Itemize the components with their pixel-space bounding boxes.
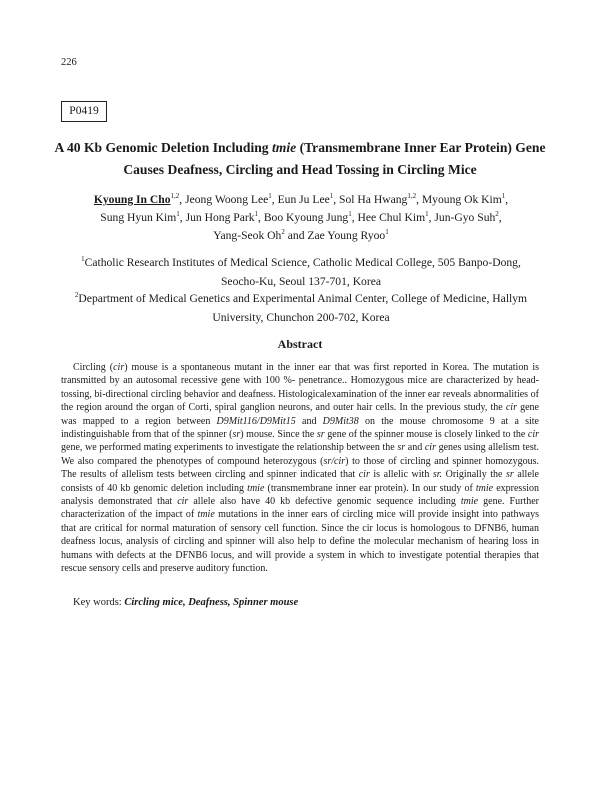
abstract-body: Circling (cir) mouse is a spontaneous mutant in the inner ear that was first reported in Korea. The mutation is transmitted by an autosomal recessive gene with 100 %- penetrance.. Homozygous mice are characterized by head-tossing, bi-directional circling behavior and deafness. Histologicalexamination of the inner ear reveals abnormalities of the region around the organ of Corti, spiral ganglion neurons, and outer hair cells. In the previous study, the cir gene was mapped to a region between D9Mit116/D9Mit15 and D9Mit38 on the mouse chromosome 9 at a site indistinguishable from that of the spinner (sr) mouse. Since the sr gene of the spinner mouse is closely linked to the cir gene, we performed mating experiments to investigate the relationship between the sr and cir genes using allelism test. We also compared the phenotypes of compound heterozygous (sr/cir) to those of circling and spinner homozygous. The results of allelism tests between circling and spinner indicated that cir is allelic with sr. Originally the sr allele consists of 40 kb genomic deletion including tmie (transmembrane inner ear protein). In our study of tmie expression analysis demonstrated that cir allele also have 40 kb defective genomic sequence including tmie gene. Further characterization of the impact of tmie mutations in the inner ears of circling mice will provide insight into pathways that are critical for normal maturation of sensory cell function. Since the cir locus is homologous to DFNB6, human deafness locus, analysis of circling and spinner will also help to define the molecular mechanism of hearing loss in humans with defects at the DFNB6 locus, and will provide a system in which to investigate potential therapies that rescue sensory cells and preserve auditory function. [61,362,539,575]
abstract-italic-term: sr [397,442,406,454]
author-affiliation-marker: 1 [425,210,429,219]
author [213,229,285,242]
affiliation-line: Seocho-Ku, Seoul 137-701, Korea [220,274,382,288]
affiliation-2 [56,290,546,327]
author-affiliation-marker: 1,2 [170,192,180,201]
keywords [73,597,298,608]
author [434,211,498,224]
author-affiliation-marker: 1 [348,210,352,219]
author-name: Yang-Seok Oh [213,229,282,242]
author [100,211,180,224]
page-number: 226 [61,57,77,68]
abstract-italic-term: cir [527,429,539,441]
author-affiliation-marker: 1 [329,192,334,201]
abstract-italic-term: tmie [247,482,265,494]
author-name: Hee Chul Kim [357,211,426,224]
affiliation-marker: 2 [74,291,79,300]
keywords-terms: Circling mice, Deafness, Spinner mouse [124,597,299,608]
paper-title [50,137,550,181]
abstract-heading: Abstract [277,337,323,351]
affiliation-line: Department of Medical Genetics and Experimental Animal Center, College of Medicine, Hallym [78,292,528,305]
abstract-italic-term: sr. [432,469,443,481]
author-affiliation-marker: 1 [176,210,180,219]
title-line-2: Causes Deafness, Circling and Head Tossing in Circling Mice [123,162,477,177]
abstract-italic-term: cir [113,362,125,373]
author-name: Sol Ha Hwang [339,193,408,206]
abstract-id-box: P0419 [61,101,107,122]
author-name: Jun-Gyo Suh [434,211,496,224]
title-text-cont: (Transmembrane Inner Ear Protein) Gene [296,140,546,155]
affiliation-1 [56,254,546,291]
author-name: Kyoung In Cho [93,193,171,206]
author-name: Jun Hong Park [185,211,255,224]
author [185,193,272,206]
abstract-italic-term: tmie [475,482,494,494]
author-name: Jeong Woong Lee [185,193,269,206]
affiliation-line: University, Chunchon 200-702, Korea [212,310,390,324]
affiliation-marker: 1 [81,255,85,264]
abstract-italic-term: sr [316,429,325,441]
abstract-italic-term: cir [177,496,189,508]
abstract-italic-term: cir [505,402,517,414]
author-name: Sung Hyun Kim [100,211,177,224]
author-name: Eun Ju Lee [277,193,330,206]
abstract-italic-term: tmie [460,496,479,508]
author-affiliation-marker: 2 [495,210,499,219]
author [339,193,416,206]
abstract-italic-term: tmie [197,509,215,521]
author-name: Zae Young Ryoo [307,229,386,242]
author-affiliation-marker: 1 [254,210,259,219]
affiliation-line: Catholic Research Institutes of Medical Science, Catholic Medical College, 505 Banpo-Dong, [84,256,521,269]
title-gene: tmie [272,140,297,155]
author [264,211,352,224]
abstract-italic-term: cir [424,442,436,454]
abstract-italic-term: sr/cir [323,455,346,467]
author-list: Kyoung In Cho$^{1,2}$, Jeong Woong Lee$^1$, Eun Ju Lee$^1$, Sol Ha Hwang$^{1,2}$, Myoung Ok Kim$^1$, Sung Hyun Kim$^1$, Jun Hong Park$^1$, Boo Kyoung Jung$^1$, Hee Chul Kim$^1$, Jun-Gyo Suh$^2$, Yang-Seok Oh$^2$ and Zae Young Ryoo$^1$ [93,192,509,242]
author [186,211,258,224]
title-text: A 40 Kb Genomic Deletion Including [54,140,273,155]
author-affiliation-marker: 1,2 [407,192,417,201]
author [358,211,429,224]
author-name: Myoung Ok Kim [421,193,502,206]
abstract-italic-term: D9Mit116/D9Mit15 [216,415,296,427]
author [307,229,388,242]
author [278,193,334,206]
keywords-label: Key words: [73,597,125,608]
abstract-italic-term: D9Mit38 [322,415,359,427]
author [422,193,505,206]
author-affiliation-marker: 2 [281,228,285,237]
author [94,193,179,206]
author-affiliation-marker: 1 [268,192,272,201]
author-affiliation-marker: 1 [385,228,389,237]
abstract-italic-term: cir [358,469,370,481]
abstract-italic-term: sr [232,429,241,441]
author-affiliation-marker: 1 [501,192,506,201]
abstract-italic-term: sr [506,469,514,481]
author-name: Boo Kyoung Jung [263,211,349,224]
